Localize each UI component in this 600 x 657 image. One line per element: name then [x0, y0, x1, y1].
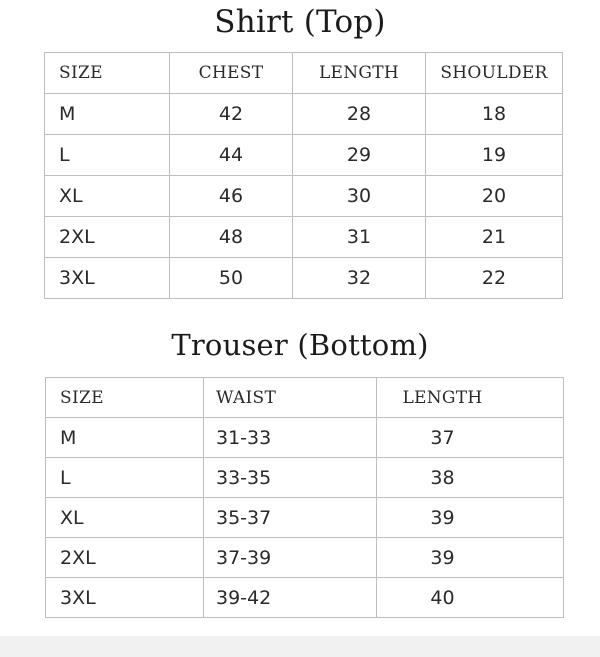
size-cell: 2XL [46, 538, 204, 578]
chest-cell: 50 [170, 258, 293, 299]
size-cell: M [45, 94, 170, 135]
waist-cell: 33-35 [204, 458, 377, 498]
waist-cell: 35-37 [204, 498, 377, 538]
table-header-row [46, 378, 564, 418]
shoulder-cell: 22 [426, 258, 563, 299]
column-header-length: LENGTH [293, 53, 426, 94]
size-cell: 2XL [45, 217, 170, 258]
length-cell: 39 [377, 538, 564, 578]
bottom-margin-strip [0, 636, 600, 657]
table-row [46, 498, 564, 538]
table-row [46, 418, 564, 458]
table-row [45, 94, 563, 135]
column-header-length: LENGTH [377, 378, 564, 418]
size-cell: XL [45, 176, 170, 217]
length-cell: 28 [293, 94, 426, 135]
column-header-waist: WAIST [204, 378, 377, 418]
trouser-size-chart-title: Trouser (Bottom) [171, 328, 429, 362]
waist-cell: 31-33 [204, 418, 377, 458]
table-row [46, 538, 564, 578]
length-cell: 38 [377, 458, 564, 498]
shoulder-cell: 21 [426, 217, 563, 258]
length-cell: 39 [377, 498, 564, 538]
length-cell: 29 [293, 135, 426, 176]
size-cell: L [46, 458, 204, 498]
shirt-size-table [44, 52, 563, 299]
length-cell: 30 [293, 176, 426, 217]
size-cell: 3XL [45, 258, 170, 299]
column-header-chest: CHEST [170, 53, 293, 94]
chest-cell: 44 [170, 135, 293, 176]
table-row [45, 176, 563, 217]
column-header-size: SIZE [45, 53, 170, 94]
size-cell: XL [46, 498, 204, 538]
shoulder-cell: 19 [426, 135, 563, 176]
table-row [46, 458, 564, 498]
waist-cell: 37-39 [204, 538, 377, 578]
chest-cell: 42 [170, 94, 293, 135]
table-row [45, 135, 563, 176]
shoulder-cell: 18 [426, 94, 563, 135]
size-cell: M [46, 418, 204, 458]
table-header-row [45, 53, 563, 94]
length-cell: 40 [377, 578, 564, 618]
length-cell: 37 [377, 418, 564, 458]
waist-cell: 39-42 [204, 578, 377, 618]
length-cell: 32 [293, 258, 426, 299]
length-cell: 31 [293, 217, 426, 258]
chest-cell: 46 [170, 176, 293, 217]
table-row [46, 578, 564, 618]
table-row [45, 217, 563, 258]
size-cell: 3XL [46, 578, 204, 618]
column-header-shoulder: SHOULDER [426, 53, 563, 94]
column-header-size: SIZE [46, 378, 204, 418]
trouser-size-table [45, 377, 564, 618]
table-row [45, 258, 563, 299]
size-cell: L [45, 135, 170, 176]
shirt-size-chart-title: Shirt (Top) [214, 4, 386, 40]
shoulder-cell: 20 [426, 176, 563, 217]
chest-cell: 48 [170, 217, 293, 258]
